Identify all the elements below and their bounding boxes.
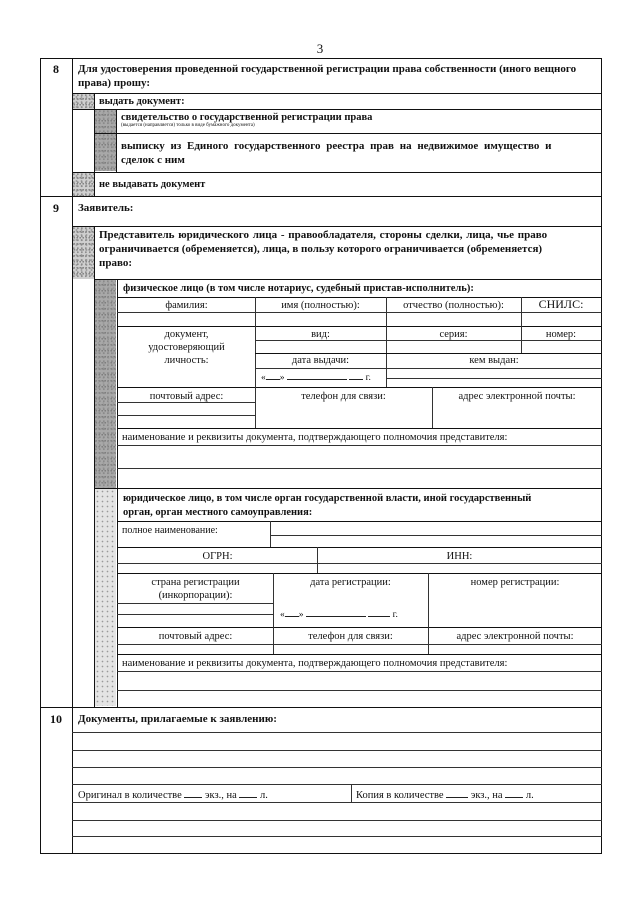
- divider: [117, 627, 602, 628]
- authority-document-input[interactable]: [118, 446, 601, 487]
- id-document-label-line2: удостоверяющий: [148, 342, 225, 353]
- divider: [273, 573, 274, 627]
- section-title-line2: права) прошу:: [78, 77, 151, 89]
- divider: [117, 547, 602, 548]
- patronymic-input[interactable]: [387, 313, 521, 325]
- copy-count-row: [356, 788, 534, 802]
- divider: [94, 93, 95, 109]
- phone-input[interactable]: [256, 403, 432, 427]
- ogrn-input[interactable]: [118, 564, 317, 573]
- extract-label-line2: сделок с ним: [121, 154, 185, 166]
- inn-input[interactable]: [318, 564, 601, 573]
- original-copies-blank[interactable]: [184, 788, 202, 798]
- individual-title: физическое лицо (в том числе нотариус, судебный пристав-исполнитель):: [123, 283, 474, 294]
- copies-unit: экз., на: [205, 790, 237, 801]
- registration-number-input[interactable]: [429, 596, 601, 626]
- divider: [116, 109, 117, 172]
- surname-label: фамилия:: [165, 300, 208, 311]
- divider: [72, 784, 602, 785]
- original-prefix: Оригинал в количестве: [78, 790, 182, 801]
- registration-date-input[interactable]: [280, 607, 398, 622]
- copy-copies-blank[interactable]: [446, 788, 468, 798]
- date-close-quote: »: [298, 610, 304, 620]
- section-number: 8: [53, 62, 59, 76]
- snils-label: СНИЛС:: [538, 297, 584, 311]
- section-number: 9: [53, 201, 59, 215]
- divider: [72, 226, 602, 227]
- divider: [117, 387, 602, 388]
- extract-checkbox[interactable]: [95, 134, 116, 171]
- day-blank: [285, 607, 299, 617]
- extract-label-line1: выписку из Единого государственного реестра прав на недвижимое имущество и: [121, 140, 552, 152]
- patronymic-label: отчество (полностью):: [403, 300, 504, 311]
- section-divider: [40, 707, 602, 708]
- divider: [94, 279, 602, 280]
- full-name-input[interactable]: [271, 522, 601, 546]
- section-title-line1: Для удостоверения проведенной государственной регистрации права собственности (иного вещного: [78, 63, 577, 75]
- year-blank: [368, 607, 390, 617]
- representative-checkbox[interactable]: [73, 227, 94, 279]
- certificate-checkbox[interactable]: [95, 110, 116, 133]
- number-label: номер:: [545, 329, 577, 340]
- phone-label: телефон для связи:: [301, 391, 386, 402]
- id-document-label-line1: документ,: [164, 329, 209, 340]
- legal-entity-checkbox[interactable]: [95, 489, 116, 706]
- authority-document-label: наименование и реквизиты документа, подтверждающего полномочия представителя:: [122, 658, 508, 669]
- authority-document-label: наименование и реквизиты документа, подтверждающего полномочия представителя:: [122, 432, 508, 443]
- original-sheets-blank[interactable]: [239, 788, 257, 798]
- ogrn-label: ОГРН:: [202, 551, 233, 562]
- registration-number-label: номер регистрации:: [470, 577, 560, 588]
- doc-type-label: вид:: [311, 329, 330, 340]
- divider: [117, 573, 602, 574]
- first-name-input[interactable]: [256, 313, 386, 325]
- section-divider: [40, 196, 602, 197]
- certificate-note: (выдается (направляется) только в виде бумажного документа): [121, 123, 255, 128]
- section-title: Документы, прилагаемые к заявлению:: [78, 713, 277, 725]
- issue-document-label: выдать документ:: [99, 96, 185, 107]
- issue-date-label: дата выдачи:: [291, 355, 350, 366]
- day-blank: [266, 370, 280, 380]
- country-label-line1: страна регистрации: [151, 577, 240, 588]
- month-blank: [306, 607, 366, 617]
- issued-by-input[interactable]: [387, 369, 601, 386]
- phone-label: телефон для связи:: [308, 631, 393, 642]
- email-label: адрес электронной почты:: [458, 391, 576, 402]
- date-open-quote: «: [261, 373, 266, 383]
- country-input[interactable]: [118, 604, 273, 626]
- postal-address-label: почтовый адрес:: [158, 631, 233, 642]
- divider: [94, 172, 95, 196]
- divider: [72, 172, 602, 173]
- number-input[interactable]: [522, 341, 601, 353]
- section-title: Заявитель:: [78, 202, 134, 214]
- issue-document-checkbox[interactable]: [73, 94, 94, 109]
- sheets-unit: л.: [525, 790, 534, 801]
- year-blank: [349, 370, 363, 380]
- surname-input[interactable]: [118, 313, 255, 325]
- series-label: серия:: [439, 329, 468, 340]
- email-input[interactable]: [433, 403, 601, 427]
- divider: [351, 784, 352, 802]
- individual-checkbox[interactable]: [95, 280, 116, 488]
- additional-documents-input[interactable]: [73, 803, 601, 853]
- divider: [94, 488, 602, 489]
- year-suffix: г.: [392, 610, 398, 620]
- authority-document-input[interactable]: [118, 672, 601, 706]
- legal-entity-title-line1: юридическое лицо, в том числе орган государственной власти, иной государственный: [123, 493, 532, 504]
- do-not-issue-checkbox[interactable]: [73, 173, 94, 196]
- email-input[interactable]: [429, 645, 601, 654]
- inn-label: ИНН:: [446, 551, 473, 562]
- postal-address-input[interactable]: [118, 645, 273, 654]
- certificate-label: свидетельство о государственной регистрации права: [121, 112, 373, 123]
- snils-input[interactable]: [522, 313, 601, 325]
- divider: [117, 654, 602, 655]
- series-input[interactable]: [387, 341, 521, 353]
- representative-line2: ограничивается (обременяется), лица, в пользу которого ограничивается (обременяется): [99, 243, 543, 255]
- divider: [72, 93, 602, 94]
- registration-date-label: дата регистрации:: [310, 577, 391, 588]
- month-blank: [287, 370, 347, 380]
- date-open-quote: «: [280, 610, 285, 620]
- attached-documents-input[interactable]: [73, 733, 601, 783]
- legal-entity-title-line2: орган, орган местного самоуправления:: [123, 507, 313, 518]
- phone-input[interactable]: [274, 645, 428, 654]
- full-name-label: полное наименование:: [122, 525, 218, 536]
- sheets-unit: л.: [260, 790, 268, 801]
- divider: [117, 428, 602, 429]
- divider: [72, 109, 602, 110]
- do-not-issue-label: не выдавать документ: [99, 179, 206, 190]
- email-label: адрес электронной почты:: [456, 631, 574, 642]
- country-label-line2: (инкорпорации):: [158, 590, 233, 601]
- copy-sheets-blank[interactable]: [505, 788, 523, 798]
- section-number: 10: [50, 712, 62, 726]
- postal-address-input[interactable]: [118, 403, 255, 427]
- first-name-label: имя (полностью):: [281, 300, 360, 311]
- doc-type-input[interactable]: [256, 341, 386, 353]
- postal-address-label: почтовый адрес:: [149, 391, 224, 402]
- issued-by-label: кем выдан:: [469, 355, 519, 366]
- id-document-label-line3: личность:: [164, 355, 209, 366]
- page-number: 3: [316, 41, 324, 56]
- representative-line3: право:: [99, 257, 132, 269]
- original-count-row: [78, 788, 268, 802]
- copy-prefix: Копия в количестве: [356, 790, 444, 801]
- copies-unit: экз., на: [470, 790, 503, 801]
- divider: [94, 133, 602, 134]
- issue-date-input[interactable]: [261, 370, 371, 385]
- divider: [117, 326, 602, 327]
- year-suffix: г.: [365, 373, 371, 383]
- representative-line1: Представитель юридического лица - правообладателя, стороны сделки, лица, чье право: [99, 229, 548, 241]
- date-close-quote: »: [279, 373, 285, 383]
